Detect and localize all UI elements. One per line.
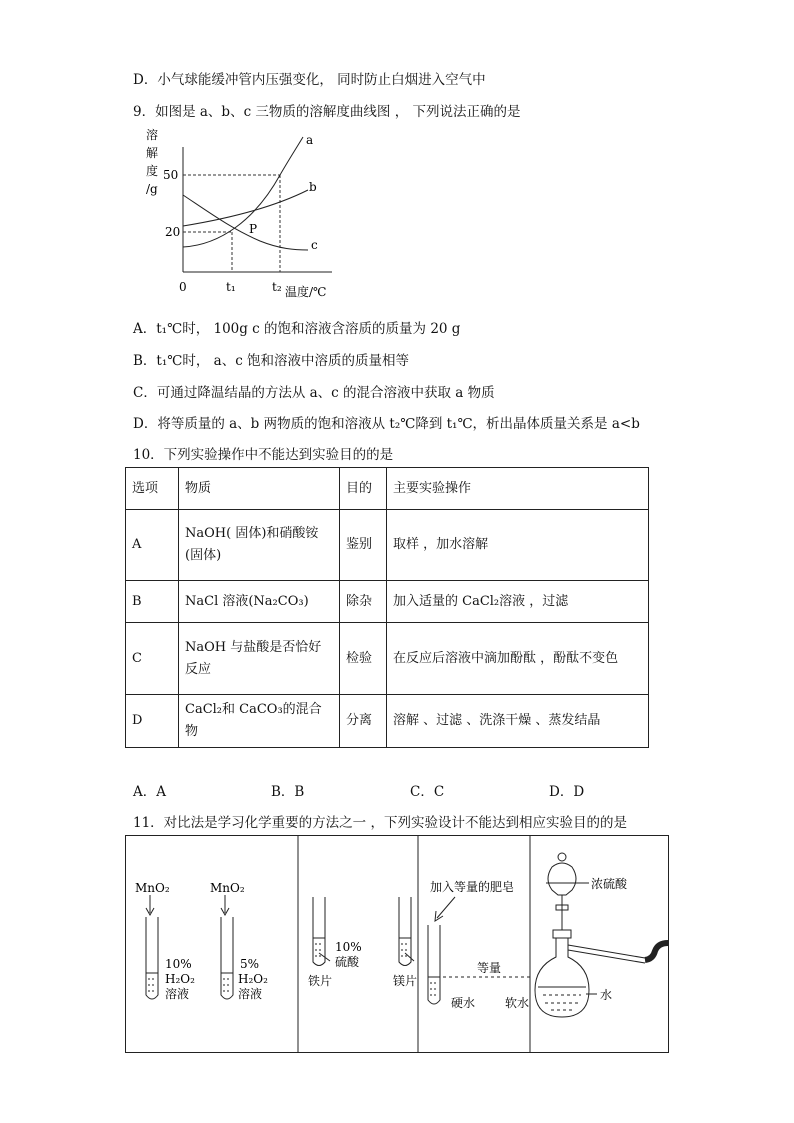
table-row: [126, 510, 649, 581]
table-cell: NaCl 溶液(Na₂CO₃): [179, 581, 340, 623]
conc-acid-label: 浓硫酸: [591, 877, 628, 891]
iron-label: 铁片: [308, 974, 333, 988]
h2o2-label-1: H₂O₂: [165, 972, 195, 986]
choice-c[interactable]: C．C: [410, 784, 445, 800]
separatory-funnel: [548, 863, 576, 895]
label-c: c: [311, 238, 318, 252]
choice-d[interactable]: D．D: [549, 784, 585, 800]
conc-label-1: 10%: [165, 957, 192, 971]
curve-a: [183, 137, 303, 247]
acid-conc-label: 10%: [335, 940, 362, 954]
mno2-label-1: MnO₂: [135, 881, 170, 895]
h2o2-label-2: H₂O₂: [238, 972, 268, 986]
q9-stem: 9．如图是 a、b、c 三物质的溶解度曲线图 ， 下列说法正确的是: [133, 104, 521, 120]
ylabel-4: /g: [146, 182, 158, 196]
flask-stopper: [553, 930, 571, 938]
ylabel-2: 解: [146, 146, 159, 160]
table-cell: D: [126, 695, 179, 748]
header-cell: 物质: [179, 468, 340, 510]
figure-border: [126, 836, 669, 1053]
q10-choices: [133, 780, 653, 800]
round-flask: [535, 938, 589, 1017]
table-cell: 检验: [340, 623, 387, 695]
table-cell: B: [126, 581, 179, 623]
q9-option-b: B．t₁℃时， a、c 饱和溶液中溶质的质量相等: [133, 353, 410, 369]
soap-label: 加入等量的肥皂: [430, 880, 515, 894]
label-a: a: [306, 133, 314, 147]
x-label: 温度/℃: [285, 285, 327, 299]
q10-stem: 10．下列实验操作中不能达到实验目的的是: [133, 447, 394, 463]
solution-label-2: 溶液: [238, 987, 263, 1001]
table-row: [126, 623, 649, 695]
table-cell: NaOH 与盐酸是否恰好反应: [179, 623, 340, 695]
q9-option-a: A．t₁℃时， 100g c 的饱和溶液含溶质的质量为 20 g: [133, 321, 461, 337]
ylabel-1: 溶: [146, 128, 159, 142]
liquid-fill-1: [148, 979, 156, 991]
test-tube-1: [146, 917, 158, 999]
water-fill-hard: [430, 983, 438, 995]
funnel-stopper: [558, 853, 566, 861]
acid-fill-1: [315, 944, 323, 956]
q11-stem: 11．对比法是学习化学重要的方法之一 ，下列实验设计不能达到相应实验目的的是: [133, 815, 627, 831]
table-cell: 加入适量的 CaCl₂溶液 ，过滤: [387, 581, 649, 623]
liquid-fill-2: [223, 979, 231, 991]
q11-experiment-figure: [125, 835, 669, 1053]
water-label: 水: [600, 988, 613, 1002]
table-header-row: [126, 468, 649, 510]
label-b: b: [309, 180, 317, 194]
equal-label: 等量: [477, 961, 502, 975]
q10-table: [125, 467, 649, 748]
test-tube-3: [313, 897, 325, 966]
mno2-label-2: MnO₂: [210, 881, 245, 895]
table-cell: A: [126, 510, 179, 581]
header-cell: 目的: [340, 468, 387, 510]
magnesium-label: 镁片: [393, 974, 418, 988]
solution-label-1: 溶液: [165, 987, 190, 1001]
pointer-magnesium: [405, 953, 414, 961]
table-cell: C: [126, 623, 179, 695]
q9-option-c: C．可通过降温结晶的方法从 a、c 的混合溶液中获取 a 物质: [133, 385, 495, 401]
panel-metal-acid: [308, 897, 417, 988]
test-tube-4: [399, 897, 411, 966]
table-row: [126, 695, 649, 748]
q9-option-d: D．将等质量的 a、b 两物质的饱和溶液从 t₂℃降到 t₁℃，析出晶体质量关系是 a<b: [133, 416, 640, 432]
test-tube-2: [221, 917, 233, 999]
flask-water-fill: [543, 995, 581, 1010]
point-p: P: [249, 222, 258, 236]
acid-label: 硫酸: [335, 955, 360, 969]
header-cell: 主要实验操作: [387, 468, 649, 510]
table-cell: 分离: [340, 695, 387, 748]
panel-dilution: [535, 853, 668, 1017]
table-cell: 在反应后溶液中滴加酚酞 ，酚酞不变色: [387, 623, 649, 695]
table-cell: 鉴别: [340, 510, 387, 581]
test-tube-5: [428, 925, 440, 1004]
y-tick-50: 50: [163, 168, 179, 182]
q8-option-d: D．小气球能缓冲管内压强变化， 同时防止白烟进入空气中: [133, 72, 486, 88]
y-tick-20: 20: [165, 225, 181, 239]
table-cell: NaOH( 固体)和硝酸铵(固体): [179, 510, 340, 581]
x-tick-t2: t₂: [272, 280, 282, 294]
table-cell: 溶解 、过滤 、洗涤干燥 、蒸发结晶: [387, 695, 649, 748]
panel-catalyst: [135, 881, 268, 1001]
table-cell: 取样 ，加水溶解: [387, 510, 649, 581]
choice-a[interactable]: A．A: [133, 784, 166, 800]
table-cell: CaCl₂和 CaCO₃的混合物: [179, 695, 340, 748]
x-tick-t1: t₁: [226, 280, 236, 294]
ylabel-3: 度: [146, 164, 159, 178]
panel-hard-soft-water: [428, 879, 530, 1010]
conc-label-2: 5%: [240, 957, 260, 971]
table-cell: 除杂: [340, 581, 387, 623]
table-row: [126, 581, 649, 623]
solubility-graph: [140, 125, 340, 300]
x-origin: 0: [179, 280, 187, 294]
acid-fill-2: [401, 944, 409, 956]
rubber-tube: [645, 943, 668, 960]
soft-water-label: 软水: [505, 996, 530, 1010]
header-cell: 选项: [126, 468, 179, 510]
soap-arrow: [437, 897, 455, 918]
choice-b[interactable]: B．B: [271, 784, 305, 800]
hard-water-label: 硬水: [451, 996, 476, 1010]
